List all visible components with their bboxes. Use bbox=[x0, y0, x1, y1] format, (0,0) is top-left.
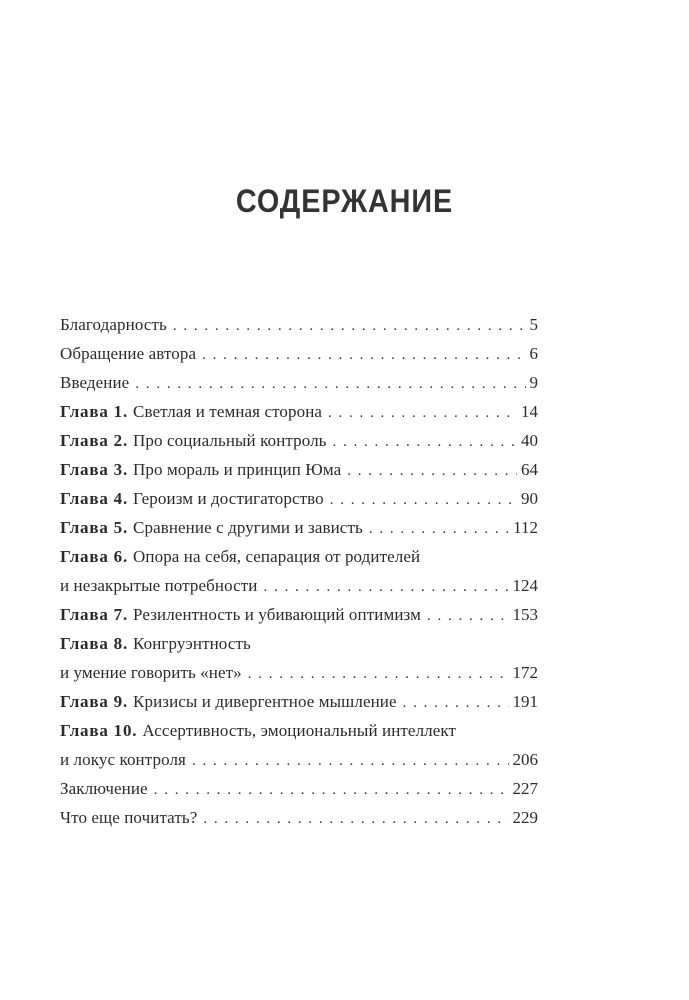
dot-leader bbox=[330, 486, 517, 515]
toc-entry[interactable] bbox=[60, 484, 538, 513]
chapter-number: Глава 8. bbox=[60, 634, 129, 653]
dot-leader bbox=[173, 312, 526, 341]
page-number: 172 bbox=[512, 663, 538, 682]
dot-leader bbox=[328, 399, 517, 428]
page-number: 14 bbox=[521, 402, 538, 421]
toc-entry[interactable] bbox=[60, 716, 538, 745]
page-title: СОДЕРЖАНИЕ bbox=[235, 183, 454, 219]
page-number: 9 bbox=[529, 373, 538, 392]
toc-entry-title: Введение bbox=[60, 373, 130, 392]
chapter-number: Глава 1. bbox=[60, 402, 129, 421]
toc-entry-title: Благодарность bbox=[60, 315, 167, 334]
dot-leader bbox=[154, 776, 509, 805]
chapter-number: Глава 6. bbox=[60, 547, 129, 566]
toc-entry-title: Что еще почитать? bbox=[60, 808, 198, 827]
toc-entry[interactable] bbox=[60, 687, 538, 716]
table-of-contents bbox=[60, 310, 538, 832]
dot-leader bbox=[203, 805, 508, 834]
toc-entry[interactable] bbox=[60, 397, 538, 426]
chapter-number: Глава 7. bbox=[60, 605, 129, 624]
dot-leader bbox=[403, 689, 509, 718]
page-number: 229 bbox=[512, 808, 538, 827]
page-number: 64 bbox=[521, 460, 538, 479]
page-number: 6 bbox=[529, 344, 538, 363]
toc-entry-title: Про социальный контроль bbox=[133, 431, 327, 450]
page-number: 90 bbox=[521, 489, 538, 508]
toc-entry-title: Обращение автора bbox=[60, 344, 197, 363]
toc-entry-title: Конгруэнтность bbox=[133, 634, 251, 653]
dot-leader bbox=[202, 341, 525, 370]
page-number: 112 bbox=[513, 518, 538, 537]
toc-entry[interactable] bbox=[60, 339, 538, 368]
dot-leader bbox=[427, 602, 509, 631]
chapter-number: Глава 2. bbox=[60, 431, 129, 450]
toc-entry-title: Кризисы и дивергентное мышление bbox=[133, 692, 397, 711]
chapter-number: Глава 4. bbox=[60, 489, 129, 508]
chapter-number: Глава 3. bbox=[60, 460, 129, 479]
toc-entry-title: и незакрытые потребности bbox=[60, 576, 258, 595]
page-number: 5 bbox=[529, 315, 538, 334]
dot-leader bbox=[347, 457, 517, 486]
toc-entry-title: Ассертивность, эмоциональный интеллект bbox=[142, 721, 457, 740]
toc-entry[interactable] bbox=[60, 455, 538, 484]
toc-entry[interactable] bbox=[60, 513, 538, 542]
chapter-number: Глава 10. bbox=[60, 721, 138, 740]
toc-entry-title: Резилентность и убивающий оптимизм bbox=[133, 605, 421, 624]
toc-entry-title: и локус контроля bbox=[60, 750, 186, 769]
toc-entry[interactable] bbox=[60, 310, 538, 339]
toc-entry[interactable] bbox=[60, 368, 538, 397]
toc-entry-title: Сравнение с другими и зависть bbox=[133, 518, 363, 537]
toc-entry-title: Заключение bbox=[60, 779, 148, 798]
toc-entry[interactable] bbox=[60, 629, 538, 658]
dot-leader bbox=[333, 428, 517, 457]
toc-entry[interactable] bbox=[60, 426, 538, 455]
page-number: 227 bbox=[512, 779, 538, 798]
page-number: 206 bbox=[512, 750, 538, 769]
toc-entry-continuation[interactable] bbox=[60, 745, 538, 774]
toc-entry[interactable] bbox=[60, 600, 538, 629]
toc-entry-title: Про мораль и принцип Юма bbox=[133, 460, 342, 479]
dot-leader bbox=[248, 660, 509, 689]
toc-entry[interactable] bbox=[60, 803, 538, 832]
chapter-number: Глава 5. bbox=[60, 518, 129, 537]
toc-entry[interactable] bbox=[60, 542, 538, 571]
chapter-number: Глава 9. bbox=[60, 692, 129, 711]
toc-entry-title: Светлая и темная сторона bbox=[133, 402, 323, 421]
page-number: 124 bbox=[512, 576, 538, 595]
toc-entry-continuation[interactable] bbox=[60, 571, 538, 600]
toc-entry-continuation[interactable] bbox=[60, 658, 538, 687]
page-number: 40 bbox=[521, 431, 538, 450]
dot-leader bbox=[369, 515, 509, 544]
page-number: 153 bbox=[512, 605, 538, 624]
toc-entry-title: Героизм и достигаторство bbox=[133, 489, 324, 508]
toc-entry[interactable] bbox=[60, 774, 538, 803]
dot-leader bbox=[135, 370, 525, 399]
dot-leader bbox=[192, 747, 509, 776]
page-number: 191 bbox=[512, 692, 538, 711]
toc-entry-title: Опора на себя, сепарация от родителей bbox=[133, 547, 421, 566]
toc-entry-title: и умение говорить «нет» bbox=[60, 663, 242, 682]
dot-leader bbox=[264, 573, 509, 602]
